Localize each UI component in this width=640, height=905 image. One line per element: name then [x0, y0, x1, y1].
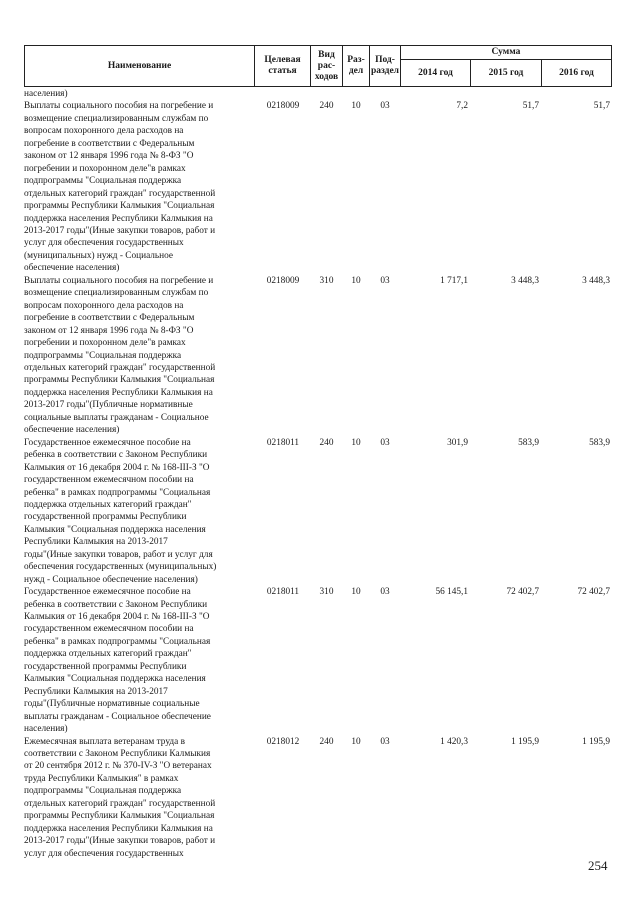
row-target: 0218011	[266, 437, 300, 448]
row-2014: 1 420,3	[440, 736, 468, 747]
row-2016: 3 448,3	[582, 275, 610, 286]
page-number: 254	[588, 858, 608, 873]
row-target: 0218011	[266, 587, 300, 598]
row-name: Государственное ежемесячное пособие на ребенка в соответствии с Законом Республики Калмыкия от 16 декабря 2004 г. № 168-III-З "О государственном ежемесячном пособии на ребенка" в рамках подпрограммы "Социальная поддержка отдельных категорий граждан" государственной программы Республики Калмыкия "Социальная поддержка населения Республики Калмыкия на 2013-2017 годы"(Публичные нормативные социальные выплаты гражданам - Социальное обеспечение населения)	[24, 587, 211, 735]
row-subsection: 03	[380, 587, 390, 598]
row-2015: 51,7	[522, 101, 539, 112]
row-name: Ежемесячная выплата ветеранам труда в соответствии с Законом Республики Калмыкия от 20 сентября 2012 г. № 370-IV-З "О ветеранах труда Республики Калмыкия" в рамках подпрограммы "Социальная поддержка отдельных категорий граждан" государственной программы Республики Калмыкия "Социальная поддержка населения Республики Калмыкия на 2013-2017 годы"(Иные закупки товаров, работ и услуг для обеспечения государственных	[24, 736, 216, 859]
carryover-text: населения)	[24, 89, 68, 99]
row-2016: 51,7	[593, 101, 610, 112]
row-section: 10	[351, 101, 361, 112]
row-2014: 301,9	[447, 437, 468, 448]
row-2016: 1 195,9	[582, 736, 610, 747]
row-kind: 240	[319, 437, 334, 448]
row-target: 0218009	[266, 275, 300, 286]
row-subsection: 03	[380, 275, 390, 286]
table-row	[24, 275, 612, 437]
header-year-2015: 2015 год	[488, 67, 524, 78]
table-body	[24, 88, 612, 860]
row-kind: 310	[319, 275, 334, 286]
carryover-row	[24, 88, 612, 100]
row-2014: 1 717,1	[440, 275, 468, 286]
row-2016: 72 402,7	[577, 587, 610, 598]
table-row	[24, 736, 612, 861]
row-2014: 56 145,1	[435, 587, 468, 598]
row-2015: 72 402,7	[506, 587, 539, 598]
row-subsection: 03	[380, 101, 390, 112]
header-year-2014: 2014 год	[418, 67, 453, 78]
row-target: 0218009	[266, 101, 300, 112]
row-subsection: 03	[380, 736, 390, 747]
row-2015: 583,9	[518, 437, 539, 448]
row-name: Выплаты социального пособия на погребение и возмещение специализированным службам по вопросам похоронного дела расходов на погребение в соответствии с Федеральным законом от 12 января 1996 года № 8-ФЗ "О погребении и похоронном деле"в рамках подпрограммы "Социальная поддержка отдельных категорий граждан" государственной программы Республики Калмыкия "Социальная поддержка населения Республики Калмыкия на 2013-2017 годы"(Публичные нормативные социальные выплаты гражданам - Социальное обеспечение населения)	[24, 275, 216, 436]
row-2016: 583,9	[589, 437, 610, 448]
row-2014: 7,2	[456, 101, 468, 112]
header-sum: Сумма	[491, 47, 521, 57]
header-section: Раз- дел	[347, 55, 365, 76]
table-row	[24, 586, 612, 735]
row-section: 10	[351, 437, 361, 448]
row-kind: 240	[319, 736, 334, 747]
row-target: 0218012	[266, 736, 300, 747]
row-subsection: 03	[380, 437, 390, 448]
row-section: 10	[351, 736, 361, 747]
row-section: 10	[351, 587, 361, 598]
header-name: Наименование	[107, 60, 172, 71]
header-subsection: Под- раздел	[370, 55, 400, 76]
row-kind: 240	[319, 101, 334, 112]
row-2015: 3 448,3	[511, 275, 539, 286]
row-kind: 310	[319, 587, 334, 598]
table-row	[24, 437, 612, 586]
table-row	[24, 100, 612, 274]
row-name: Государственное ежемесячное пособие на ребенка в соответствии с Законом Республики Калмыкия от 16 декабря 2004 г. № 168-III-З "О государственном ежемесячном пособии на ребенка" в рамках подпрограммы "Социальная поддержка отдельных категорий граждан" государственной программы Республики Калмыкия "Социальная поддержка населения Республики Калмыкия на 2013-2017 годы"(Иные закупки товаров, работ и услуг для обеспечения государственных (муниципальных) нужд - Социальное обеспечение населения)	[24, 437, 217, 585]
row-section: 10	[351, 275, 361, 286]
row-name: Выплаты социального пособия на погребение и возмещение специализированным службам по вопросам похоронного дела расходов на погребение в соответствии с Федеральным законом от 12 января 1996 года № 8-ФЗ "О погребении и похоронном деле"в рамках подпрограммы "Социальная поддержка отдельных категорий граждан" государственной программы Республики Калмыкия "Социальная поддержка населения Республики Калмыкия на 2013-2017 годы"(Иные закупки товаров, работ и услуг для обеспечения государственных (муниципальных) нужд - Социальное обеспечение населения)	[24, 101, 216, 274]
row-2015: 1 195,9	[511, 736, 539, 747]
header-year-2016: 2016 год	[559, 67, 594, 78]
header-expense-kind: Вид рас- ходов	[314, 49, 339, 82]
table-header	[24, 45, 612, 87]
header-target-article: Целевая статья	[264, 55, 301, 76]
